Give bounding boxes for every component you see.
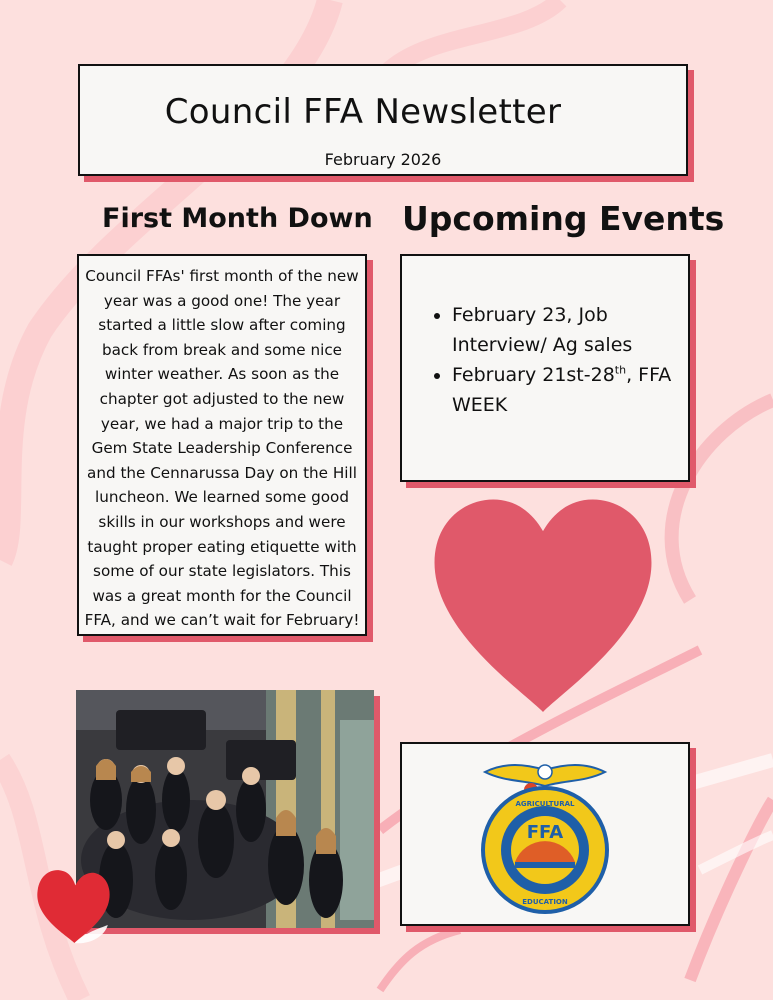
events-box (400, 254, 690, 482)
ffa-logo-box (400, 742, 690, 926)
newsletter-date: February 2026 (324, 150, 442, 169)
ffa-emblem-icon (402, 744, 688, 924)
events-list (426, 300, 678, 420)
story-heading: First Month Down (102, 203, 373, 234)
story-body: Council FFAs' first month of the new year was a good one! The year started a little slow after coming back from break and some nice winter weather. As soon as the chapter got adjusted to the new year, we had a major trip to the Gem State Leadership Conference and the Cennarussa Day on the Hill luncheon. We learned some good skills in our workshops and were taught proper eating etiquette with some of our state legislators. This was a great month for the Council FFA, and we can’t wait for February! (84, 267, 360, 630)
newsletter-header (78, 64, 688, 176)
svg-text:FFA: FFA (526, 822, 564, 843)
story-box (77, 254, 367, 636)
svg-text:AGRICULTURAL: AGRICULTURAL (515, 800, 575, 808)
svg-text:EDUCATION: EDUCATION (522, 898, 568, 906)
small-heart-decoration (34, 862, 124, 952)
newsletter-title: Council FFA Newsletter (164, 92, 562, 132)
event-item: • February 21st-28th, FFA WEEK (452, 360, 678, 420)
heart-decoration (430, 490, 656, 726)
event-item: • February 23, Job Interview/ Ag sales (452, 300, 678, 360)
events-heading: Upcoming Events (402, 199, 725, 238)
